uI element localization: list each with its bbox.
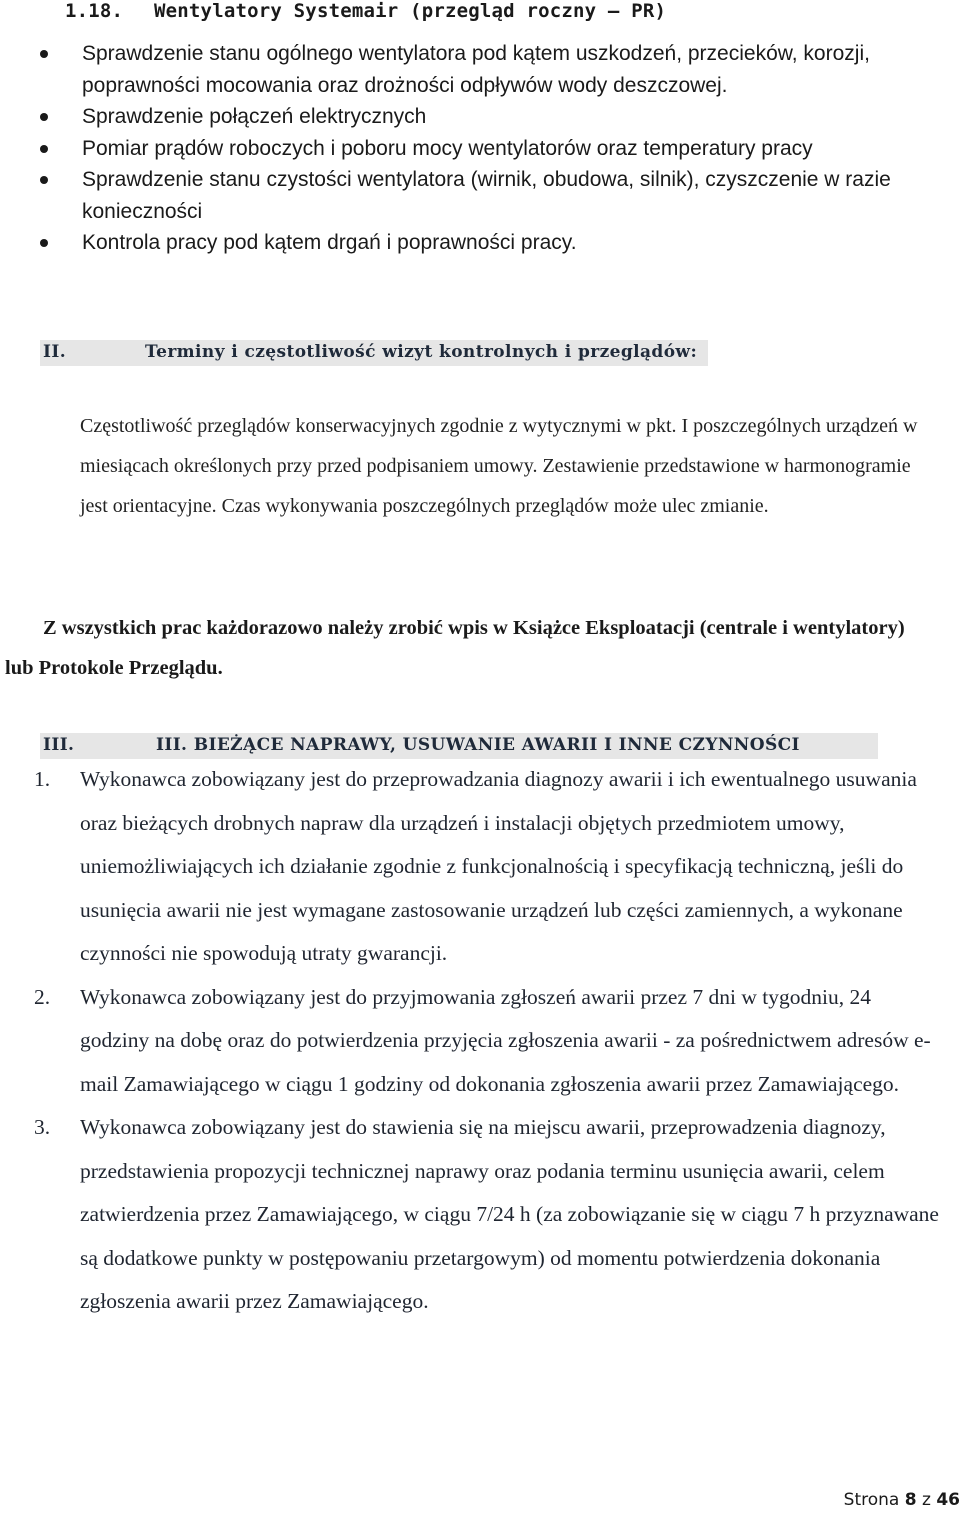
- bullet-icon: [40, 50, 48, 58]
- item-text: Wykonawca zobowiązany jest do przeprowadzania diagnozy awarii i ich ewentualnego usuwania oraz bieżących drobnych napraw dla urządzeń i instalacji objętych przedmiotem umowy, uniemożliwiających ich działanie zgodnie z funkcjonalnością i specyfikacją techniczną, jeśli do usunięcia awarii nie jest wymagane zastosowanie urządzeń lub części zamiennych, a wykonane czynności nie spowodują utraty gwarancji.: [80, 767, 917, 965]
- item-number: 1.: [34, 767, 51, 791]
- footer-separator: z: [921, 1490, 931, 1510]
- section-iii-heading: [0, 733, 960, 759]
- section-iii-title: III. BIEŻĄCE NAPRAWY, USUWANIE AWARII I INNE CZYNNOŚCI: [156, 735, 800, 755]
- section-ii-heading: [0, 340, 960, 366]
- repairs-list: [0, 758, 960, 1324]
- list-item: [0, 1106, 960, 1324]
- list-item-text: Sprawdzenie stanu ogólnego wentylatora pod kątem uszkodzeń, przecieków, korozji, poprawności mocowania oraz drożności odpływów wody deszczowej.: [82, 42, 870, 97]
- bullet-icon: [40, 239, 48, 247]
- section-ii-title: Terminy i częstotliwość wizyt kontrolnych i przeglądów:: [145, 342, 698, 362]
- page-footer: [760, 1490, 960, 1510]
- list-item-text: Pomiar prądów roboczych i poboru mocy wentylatorów oraz temperatury pracy: [82, 136, 813, 160]
- item-number: 3.: [34, 1115, 51, 1139]
- section-number: 1.18.: [65, 0, 124, 22]
- list-item-text: Kontrola pracy pod kątem drgań i poprawności pracy.: [82, 231, 577, 254]
- section-ii-number: II.: [43, 342, 67, 362]
- list-item: [0, 976, 960, 1107]
- bullet-icon: [40, 176, 48, 184]
- list-item: [0, 758, 960, 976]
- section-ii-paragraph: Częstotliwość przeglądów konserwacyjnych zgodnie z wytycznymi w pkt. I poszczególnych urządzeń w miesiącach określonych przy przed podpisaniem umowy. Zestawienie przedstawione w harmonogramie jest orientacyjne. Czas wykonywania poszczególnych przeglądów może ulec zmianie.: [80, 415, 918, 517]
- list-item: [0, 101, 960, 133]
- maintenance-checklist: [0, 38, 960, 259]
- list-item-text: Sprawdzenie stanu czystości wentylatora (wirnik, obudowa, silnik), czyszczenie w razie konieczności: [82, 168, 891, 223]
- item-number: 2.: [34, 984, 51, 1009]
- page-total: 46: [936, 1490, 960, 1510]
- list-item-text: Sprawdzenie połączeń elektrycznych: [82, 105, 427, 128]
- list-item: [0, 227, 960, 259]
- bullet-icon: [40, 113, 48, 121]
- item-text: Wykonawca zobowiązany jest do stawienia się na miejscu awarii, przeprowadzenia diagnozy, przedstawienia propozycji technicznej naprawy oraz podania terminu usunięcia awarii, celem zatwierdzenia przez Zamawiającego, w ciągu 7/24 h (za zobowiązanie się w ciągu 7 h przyznawane są dodatkowe punkty w postępowaniu przetargowym) od momentu potwierdzenia dokonania zgłoszenia awarii przez Zamawiającego.: [80, 1115, 939, 1313]
- section-title: Wentylatory Systemair (przegląd roczny – PR): [154, 0, 667, 22]
- footer-label: Strona: [843, 1490, 900, 1510]
- bullet-icon: [40, 145, 48, 153]
- section-iii-number: III.: [43, 735, 75, 755]
- list-item: [0, 164, 960, 227]
- page-number: 8: [904, 1490, 917, 1510]
- item-text: Wykonawca zobowiązany jest do przyjmowania zgłoszeń awarii przez 7 dni w tygodniu, 24 godziny na dobę oraz do potwierdzenia przyjęcia zgłoszenia awarii - za pośrednictwem adresów e-mail Zamawiającego w ciągu 1 godziny od dokonania zgłoszenia awarii przez Zamawiającego.: [80, 984, 931, 1096]
- logbook-note: Z wszystkich prac każdorazowo należy zrobić wpis w Książce Eksploatacji (centrale i wentylatory) lub Protokole Przeglądu.: [5, 617, 905, 679]
- section-heading: [0, 0, 960, 28]
- list-item: [0, 38, 960, 101]
- list-item: [0, 133, 960, 165]
